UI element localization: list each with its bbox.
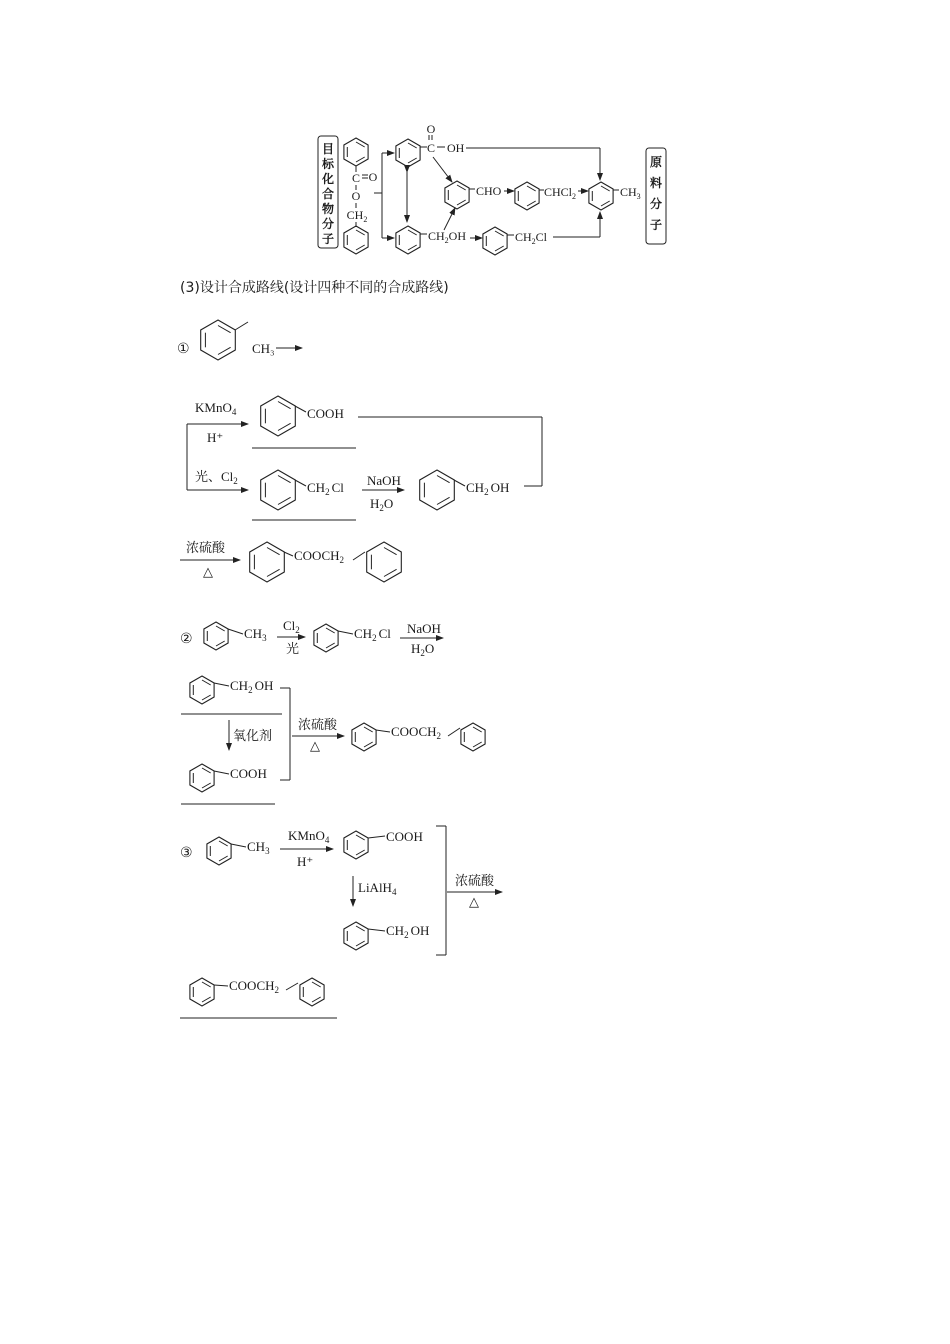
benzene-ring-icon (344, 138, 368, 166)
benzene-ring-icon (483, 227, 507, 255)
h2o-label: $H_2O$ (411, 641, 435, 658)
cl2-label: $Cl_2$ (283, 618, 300, 635)
benzene-ring-icon (589, 182, 613, 210)
benzene-ring-icon (190, 676, 214, 704)
oxidant-label: 氧化剂 (233, 728, 273, 743)
benzene-ring-icon (207, 837, 231, 865)
lialh4-label: LiAlH$_4$ (358, 880, 397, 897)
retrosynthesis-figure (318, 122, 666, 255)
route-2 (180, 618, 485, 804)
benzene-ring-icon (204, 622, 228, 650)
light-cl2-label: 光、$Cl_2$ (195, 469, 238, 486)
naoh-label: NaOH (407, 621, 441, 636)
ester-label: $COOCH_2$ (229, 978, 280, 995)
ester-c: C (351, 171, 361, 185)
benzene-ring-icon (396, 226, 420, 254)
benzene-ring-icon (515, 182, 539, 210)
benzene-ring-icon (367, 542, 402, 582)
cooh-label: COOH (230, 766, 267, 781)
target-char: 物 (321, 202, 335, 216)
acid-catalyst-label: 浓硫酸 (298, 717, 338, 732)
route-number: ① (177, 341, 190, 357)
h-plus-label: H⁺ (297, 854, 314, 869)
target-char: 标 (321, 157, 335, 171)
acid-o: O (426, 122, 436, 136)
ester-label: $COOCH_2$ (391, 724, 442, 741)
ch2oh-label: $CH_2$ OH (466, 480, 510, 497)
ch2oh-label: $CH_2$ OH (386, 923, 430, 940)
benzene-ring-icon (250, 542, 285, 582)
ester-o: O (351, 189, 361, 203)
acid-catalyst-label: 浓硫酸 (455, 873, 495, 888)
target-label (321, 142, 335, 246)
target-molecule (344, 138, 378, 254)
ch2cl-label: $CH_2Cl$ (515, 230, 548, 246)
benzyl-chloride (483, 227, 548, 255)
ch3-label: $CH_3$ (620, 185, 641, 201)
benzene-ring-icon (344, 226, 368, 254)
benzene-ring-icon (300, 978, 324, 1006)
source-char: 原 (649, 155, 663, 169)
heat-label: △ (310, 738, 320, 753)
acid-catalyst-label: 浓硫酸 (186, 540, 226, 555)
ester-label: $COOCH_2$ (294, 548, 345, 565)
source-char: 分 (649, 197, 663, 211)
start-ch3: CH₃ (252, 341, 275, 356)
source-label (650, 154, 662, 232)
light-label: 光 (286, 641, 300, 656)
source-char: 料 (649, 176, 663, 190)
benzene-ring-icon (314, 624, 338, 652)
target-char: 化 (321, 172, 335, 186)
benzene-ring-icon (420, 470, 455, 510)
heat-label: △ (469, 894, 479, 909)
benzene-ring-icon (352, 723, 376, 751)
acid-oh: OH (447, 141, 465, 155)
h2o-label: $H_2O$ (370, 496, 394, 513)
route-number: ③ (180, 845, 193, 861)
route-3 (180, 826, 502, 1018)
heat-label: △ (203, 564, 213, 579)
benzene-ring-icon (190, 764, 214, 792)
chcl2-label: CHCl$_2$ (544, 185, 577, 201)
cho-label: CHO (476, 184, 502, 198)
acid-c: C (426, 141, 436, 155)
ch2cl-label: $CH_2$ Cl (354, 626, 391, 643)
benzene-ring-icon (201, 320, 236, 360)
benzene-ring-icon (344, 831, 368, 859)
route-1 (177, 320, 542, 582)
target-char: 分 (321, 217, 335, 231)
kmno4-label: KMnO$_4$ (195, 400, 237, 417)
benzene-ring-icon (344, 922, 368, 950)
ch3-label: $CH_3$ (247, 839, 270, 856)
route-number: ② (180, 631, 193, 647)
naoh-label: NaOH (367, 473, 401, 488)
alcohol-ch2oh: $CH_2OH$ (428, 229, 467, 245)
kmno4-label: KMnO$_4$ (288, 828, 330, 845)
benzyl-alcohol (396, 226, 466, 254)
benzene-ring-icon (396, 139, 420, 167)
target-char: 子 (321, 232, 335, 246)
toluene (589, 182, 641, 210)
ch2oh-label: $CH_2$ OH (230, 678, 274, 695)
target-char: 合 (321, 187, 335, 201)
h-plus-label: H⁺ (207, 430, 224, 445)
cooh-label: COOH (307, 406, 344, 421)
source-char: 子 (649, 218, 663, 232)
cooh-label: COOH (386, 829, 423, 844)
ester-carbonyl-o: O (368, 170, 378, 184)
section-heading: (3)设计合成路线(设计四种不同的合成路线) (180, 280, 449, 296)
benzene-ring-icon (261, 396, 296, 436)
ch2cl-label: $CH_2$ Cl (307, 480, 344, 497)
benzal-chloride (515, 182, 576, 210)
benzene-ring-icon (190, 978, 214, 1006)
ch3-label: $CH_3$ (244, 626, 267, 643)
benzene-ring-icon (261, 470, 296, 510)
benzene-ring-icon (445, 181, 469, 209)
target-char: 目 (321, 142, 335, 156)
benzoic-acid (396, 122, 465, 167)
benzene-ring-icon (461, 723, 485, 751)
benzaldehyde (445, 181, 502, 209)
ester-ch2: $CH_2$ (346, 208, 368, 224)
